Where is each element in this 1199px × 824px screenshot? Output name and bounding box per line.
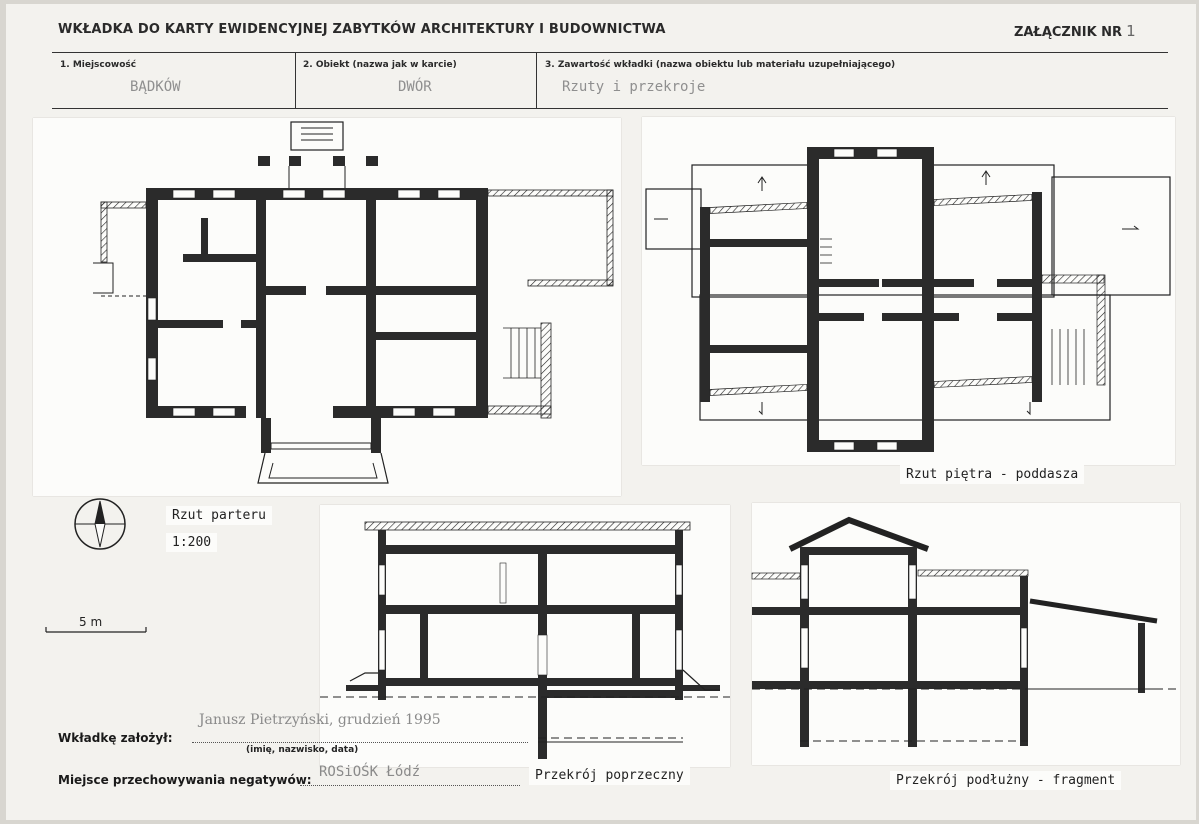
storage-dotted-line <box>300 785 520 786</box>
annex-number <box>1014 22 1136 40</box>
field-label-locality: 1. Miejscowość <box>60 60 137 70</box>
north-arrow-icon <box>72 496 128 552</box>
field-value-contents: Rzuty i przekroje <box>562 79 706 95</box>
field-label-contents: 3. Zawartość wkładki (nazwa obiektu lub materiału uzupełniającego) <box>545 60 896 70</box>
annex-label: ZAŁĄCZNIK NR <box>1014 25 1123 40</box>
header-rule-bottom <box>52 108 1168 109</box>
upper-floor-plan-drawing <box>642 117 1175 465</box>
sheet-title: WKŁADKA DO KARTY EWIDENCYJNEJ ZABYTKÓW ARCHITEKTURY I BUDOWNICTWA <box>58 22 666 37</box>
author-label: Wkładkę założył: <box>58 731 173 745</box>
author-hint: (imię, nazwisko, data) <box>246 745 359 755</box>
storage-label: Miejsce przechowywania negatywów: <box>58 773 312 787</box>
spacer <box>155 495 159 496</box>
scale-bar-label: 5 m <box>79 615 103 629</box>
field-value-locality: BĄDKÓW <box>130 79 181 95</box>
scale-bar <box>44 624 150 636</box>
header-rule-top <box>52 52 1168 53</box>
storage-value: ROSiOŚK Łódź <box>319 764 421 780</box>
field-separator <box>536 53 537 108</box>
author-dotted-line <box>192 742 528 743</box>
field-separator <box>295 53 296 108</box>
long-section-caption: Przekrój podłużny - fragment <box>890 771 1121 790</box>
author-value: Janusz Pietrzyński, grudzień 1995 <box>199 712 441 728</box>
field-label-object: 2. Obiekt (nazwa jak w karcie) <box>303 60 457 70</box>
annex-number-value: 1 <box>1126 22 1136 40</box>
ground-floor-plan-drawing <box>33 118 621 496</box>
field-value-object: DWÓR <box>398 79 432 95</box>
upper-floor-caption: Rzut piętra - poddasza <box>900 465 1084 484</box>
ground-floor-caption: Rzut parteru <box>166 506 272 525</box>
cross-section-caption: Przekrój poprzeczny <box>529 766 690 785</box>
long-section-drawing <box>752 503 1180 765</box>
ground-floor-scale: 1:200 <box>166 533 217 552</box>
